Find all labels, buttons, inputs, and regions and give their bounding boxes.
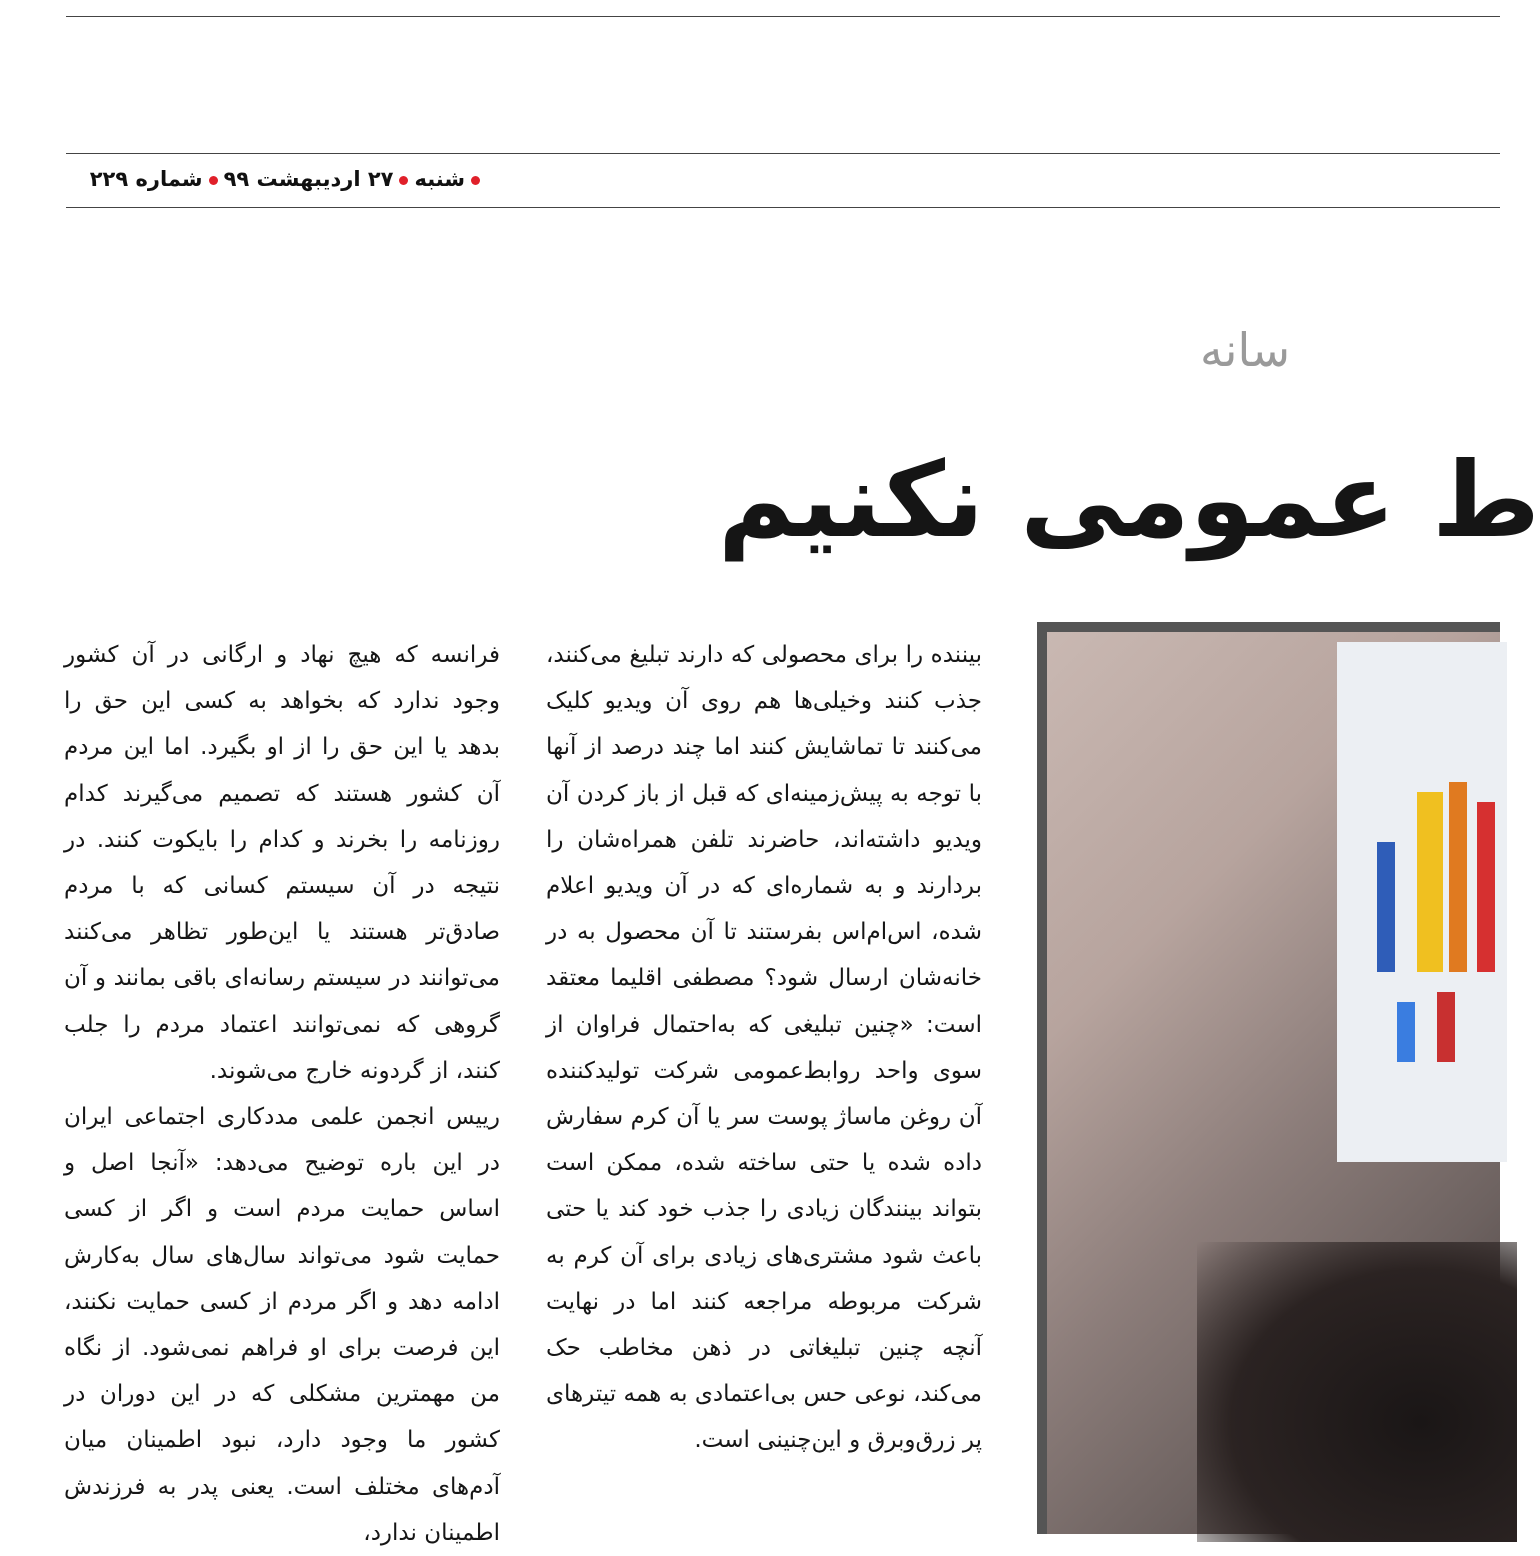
photo-bookshelf bbox=[1337, 642, 1507, 1162]
photo-book bbox=[1477, 802, 1495, 972]
dateline-top-rule bbox=[66, 153, 1500, 154]
dateline-day: شنبه bbox=[414, 167, 465, 191]
headline bbox=[718, 425, 1540, 575]
top-rule bbox=[66, 16, 1500, 17]
red-dot-icon bbox=[471, 176, 480, 185]
dateline-date: ۲۷ اردیبهشت ۹۹ bbox=[223, 167, 394, 191]
article-paragraph: رییس انجمن علمی مددکاری اجتماعی ایران در این باره توضیح می‌دهد: «آنجا اصل و اساس حمایت مردم است و اگر از کسی حمایت شود می‌تواند سال‌های سال به‌کارش ادامه دهد و اگر مردم از کسی حمایت نکنند، این فرصت برای او فراهم نمی‌شود. از نگاه من مهمترین مشکلی که در این دوران در کشور ما وجود دارد، نبود اطمینان میان آدم‌های مختلف است. یعنی پدر به فرزندش اطمینان ندارد، bbox=[64, 1104, 500, 1546]
section-kicker-text: سانه bbox=[1200, 323, 1291, 377]
article-paragraph: بیننده را برای محصولی که دارند تبلیغ می‌کنند، جذب کنند وخیلی‌ها هم روی آن ویدیو کلیک می‌کنند تا تماشایش کنند اما چند درصد از آنها با توجه به پیش‌زمینه‌ای که قبل از باز کردن آن ویدیو داشته‌اند، حاضرند تلفن همراه‌شان را بردارند و به شماره‌ای که در آن ویدیو اعلام شده، اس‌ام‌اس بفرستند تا آن محصول به در خانه‌شان ارسال شود؟ مصطفی اقلیما معتقد است: «چنین تبلیغی که به‌احتمال فراوان از سوی واحد روابط‌عمومی شرکت تولیدکننده آن روغن ماساژ پوست سر یا آن کرم سفارش داده شده یا حتی ساخته شده، ممکن است بتواند بینندگان زیادی را جذب خود کند یا حتی باعث شود مشتری‌های زیادی برای آن کرم به شرکت مربوطه مراجعه کنند اما در نهایت آنچه چنین تبلیغاتی در ذهن مخاطب حک می‌کند، نوعی حس بی‌اعتمادی به همه تیترهای پر زرق‌وبرق و این‌چنینی است. bbox=[546, 642, 982, 1454]
headline-text: ط عمومی نکنیم bbox=[718, 439, 1540, 561]
dateline-bottom-rule bbox=[66, 207, 1500, 208]
article-paragraph: فرانسه که هیچ نهاد و ارگانی در آن کشور وجود ندارد که بخواهد به کسی این حق را بدهد یا این حق را از او بگیرد. اما این مردم آن کشور هستند که تصمیم می‌گیرند کدام روزنامه را بخرند و کدام را بایکوت کنند. در نتیجه در آن سیستم کسانی که با مردم صادق‌تر هستند یا این‌طور تظاهر می‌کنند می‌توانند در سیستم رسانه‌ای باقی بمانند و آن گروهی که نمی‌توانند اعتماد مردم را جلب کنند، از گردونه خارج می‌شوند. bbox=[64, 642, 500, 1084]
photo-book bbox=[1397, 1002, 1415, 1062]
article-column-right bbox=[546, 632, 982, 1534]
dateline bbox=[66, 162, 486, 196]
photo-book bbox=[1417, 792, 1443, 972]
red-dot-icon bbox=[209, 176, 218, 185]
photo-book bbox=[1449, 782, 1467, 972]
article-column-left bbox=[64, 632, 500, 1546]
article-photo bbox=[1037, 622, 1500, 1534]
photo-book bbox=[1437, 992, 1455, 1062]
photo-book bbox=[1377, 842, 1395, 972]
photo-subject bbox=[1197, 1242, 1517, 1542]
dateline-issue: شماره ۲۲۹ bbox=[89, 167, 203, 191]
section-kicker bbox=[1200, 320, 1500, 380]
red-dot-icon bbox=[399, 176, 408, 185]
